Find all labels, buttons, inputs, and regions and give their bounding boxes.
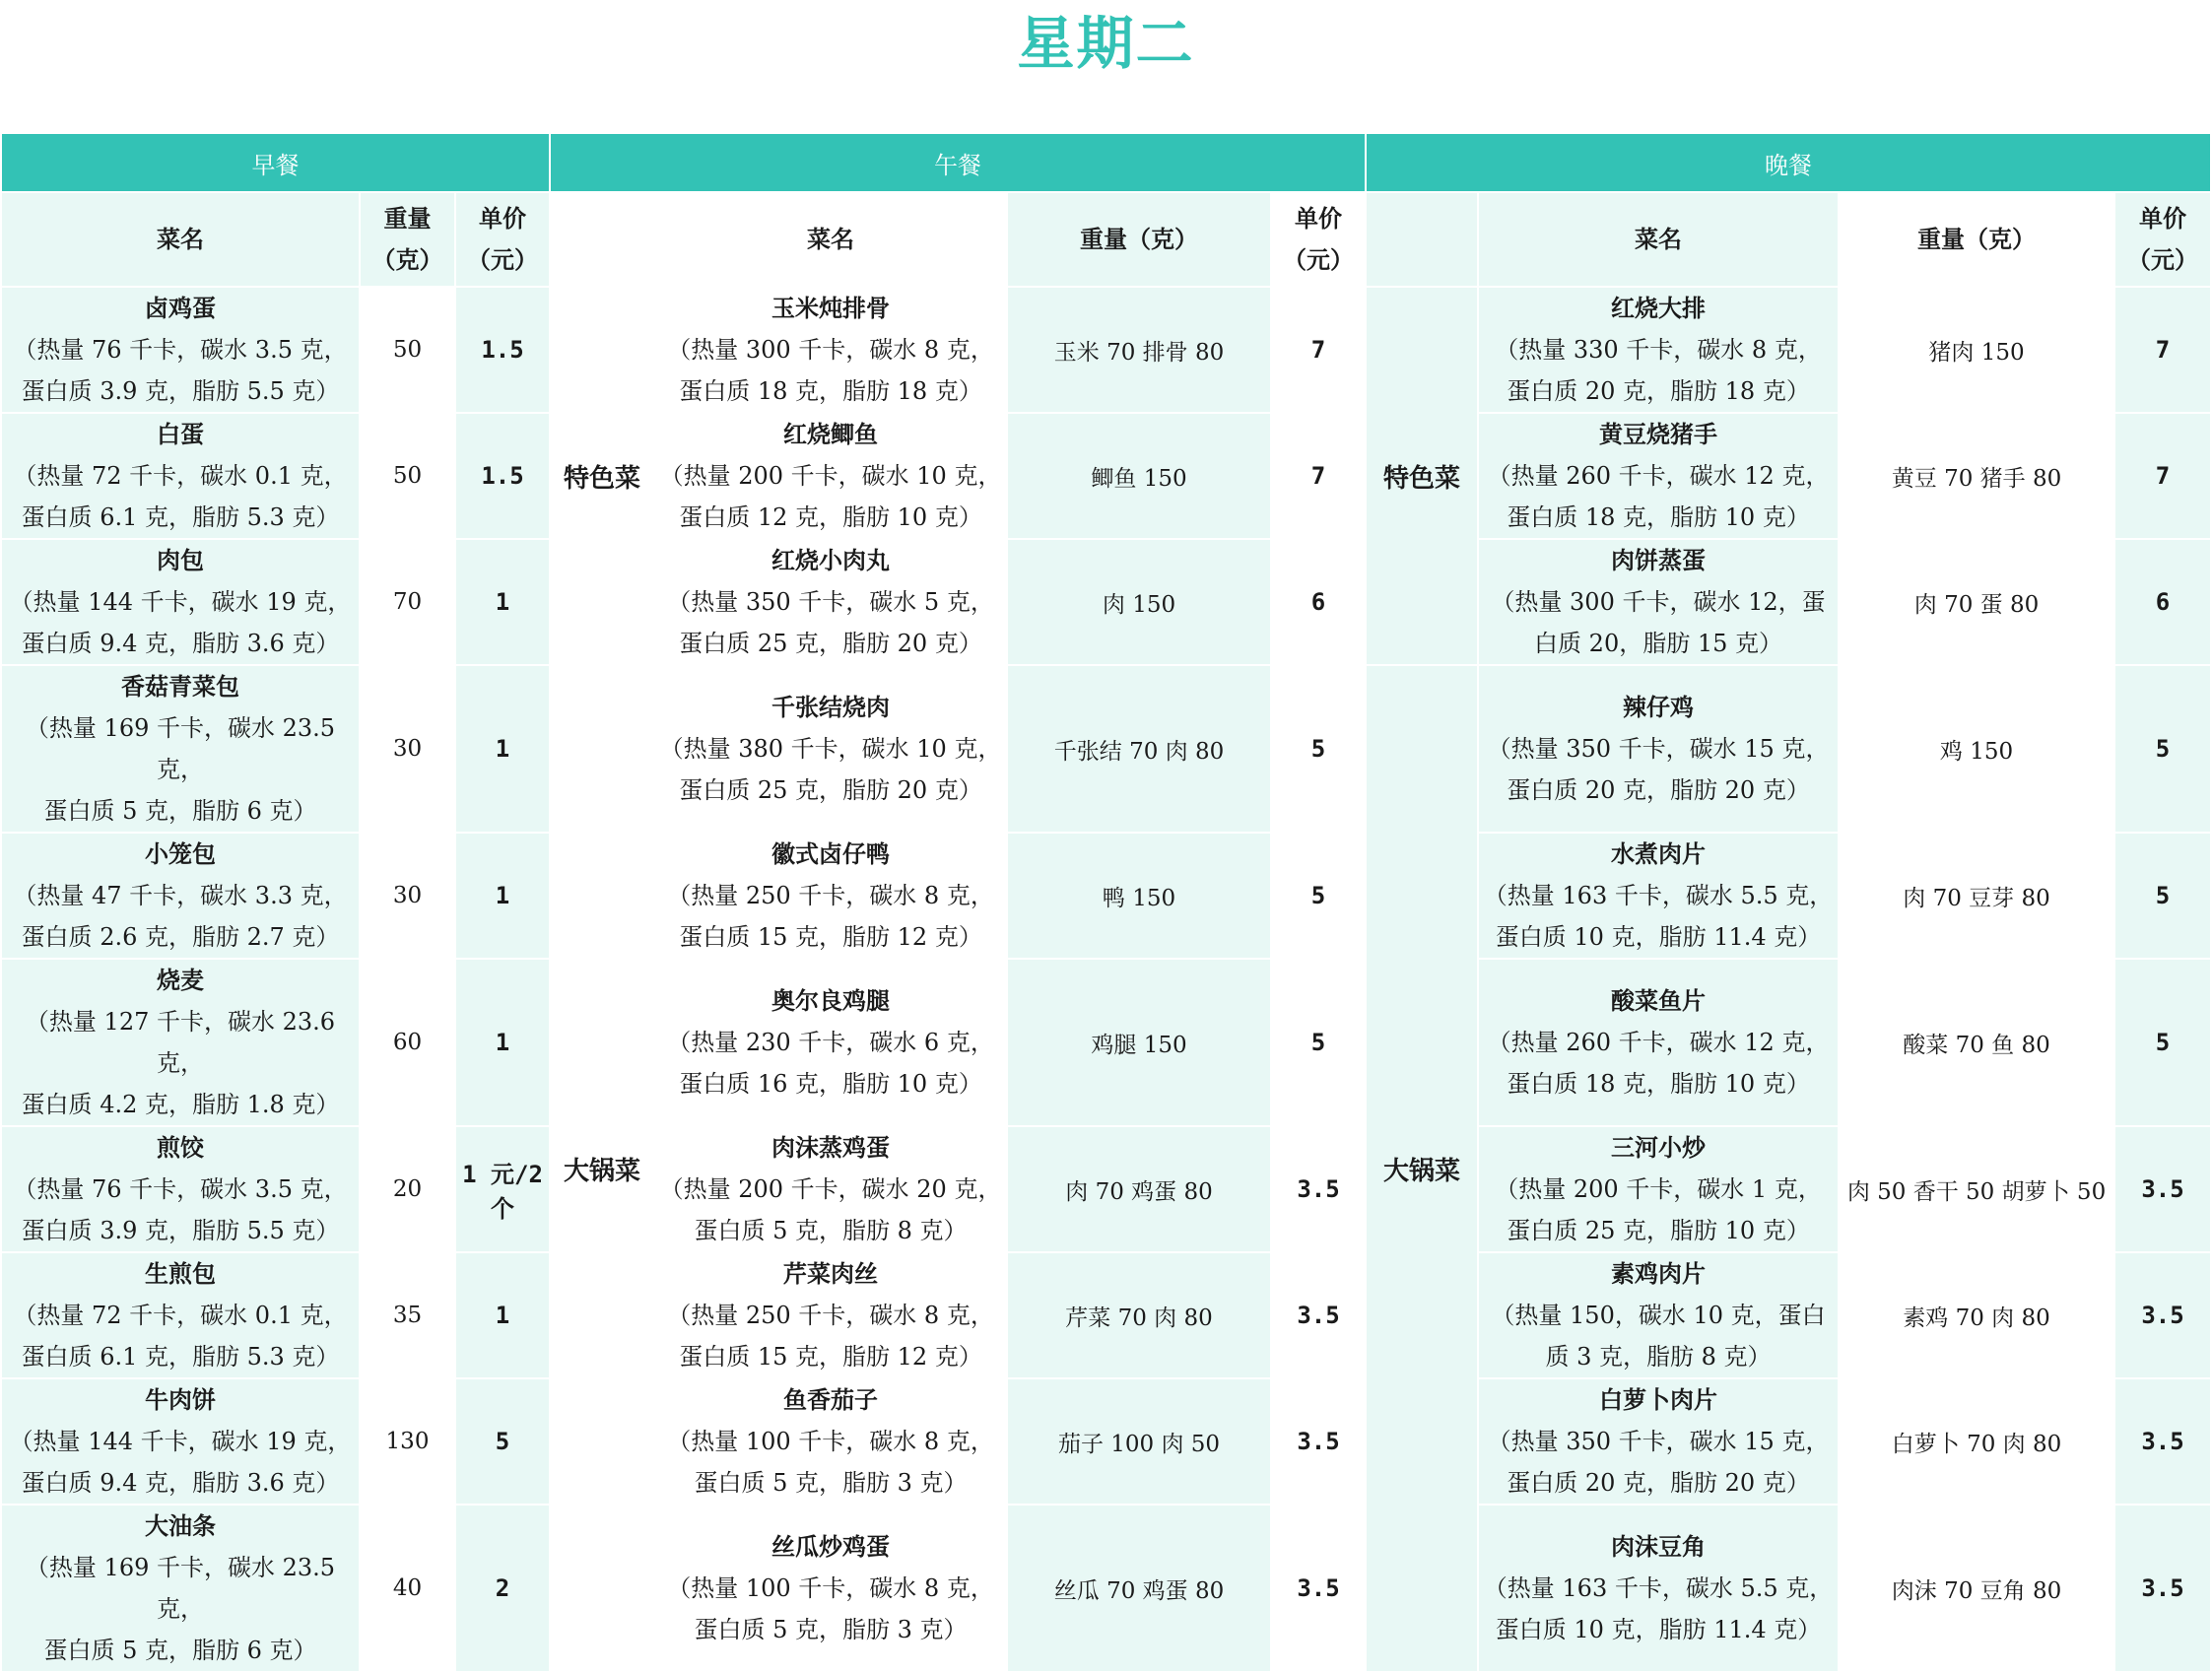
dish-name: 小笼包 xyxy=(145,839,216,868)
dish-nutrition-line: 蛋白质 3.9 克，脂肪 5.5 克） xyxy=(21,377,340,405)
lunch-name-header: 菜名 xyxy=(654,192,1007,287)
breakfast-weight: 20 xyxy=(360,1126,455,1252)
dish-nutrition-line: （热量 380 千卡，碳水 10 克， xyxy=(659,735,1002,763)
dish-name: 生煎包 xyxy=(145,1259,216,1288)
lunch-weight: 鸡腿 150 xyxy=(1007,959,1271,1126)
menu-table xyxy=(0,132,2212,1673)
breakfast-weight: 130 xyxy=(360,1378,455,1505)
dinner-weight: 酸菜 70 鱼 80 xyxy=(1839,959,2114,1126)
dish-nutrition-line: （热量 76 千卡，碳水 3.5 克， xyxy=(13,336,348,364)
lunch-section-header: 午餐 xyxy=(550,133,1366,192)
menu-row xyxy=(1,287,2211,413)
lunch-weight-header: 重量（克） xyxy=(1007,192,1271,287)
dinner-price: 5 xyxy=(2114,833,2211,959)
dinner-dish-cell xyxy=(1478,1126,1839,1252)
dinner-category-header xyxy=(1366,192,1478,287)
lunch-dish-cell xyxy=(654,959,1007,1126)
breakfast-price: 1 元/2 个 xyxy=(455,1126,550,1252)
dinner-name-header: 菜名 xyxy=(1478,192,1839,287)
lunch-price: 5 xyxy=(1271,959,1366,1126)
dish-nutrition-line: 蛋白质 6.1 克，脂肪 5.3 克） xyxy=(21,503,340,531)
dish-nutrition-line: （热量 163 千卡，碳水 5.5 克， xyxy=(1483,882,1834,909)
dish-name: 黄豆烧猪手 xyxy=(1599,420,1718,448)
dinner-price: 5 xyxy=(2114,665,2211,833)
dish-nutrition-line: （热量 76 千卡，碳水 3.5 克， xyxy=(13,1175,348,1203)
lunch-dish-cell xyxy=(654,1378,1007,1505)
dish-nutrition-line: 蛋白质 25 克，脂肪 10 克） xyxy=(1507,1217,1810,1244)
dish-nutrition-line: 蛋白质 25 克，脂肪 20 克） xyxy=(679,630,982,657)
dish-nutrition-line: 蛋白质 5 克，脂肪 6 克） xyxy=(43,1637,317,1664)
dinner-weight-header: 重量（克） xyxy=(1839,192,2114,287)
breakfast-dish-cell xyxy=(1,1252,360,1378)
dish-nutrition-line: （热量 144 千卡，碳水 19 克， xyxy=(9,1428,352,1455)
menu-row xyxy=(1,833,2211,959)
dish-nutrition-line: 蛋白质 15 克，脂肪 12 克） xyxy=(679,923,982,951)
menu-row xyxy=(1,1505,2211,1672)
dinner-dish-cell xyxy=(1478,1252,1839,1378)
dish-nutrition-line: （热量 350 千卡，碳水 15 克， xyxy=(1487,1428,1830,1455)
dish-nutrition-line: 蛋白质 9.4 克，脂肪 3.6 克） xyxy=(21,1469,340,1497)
breakfast-price: 1 xyxy=(455,539,550,665)
dish-nutrition-line: （热量 200 千卡，碳水 20 克， xyxy=(659,1175,1002,1203)
dish-nutrition-line: （热量 47 千卡，碳水 3.3 克， xyxy=(13,882,348,909)
dish-nutrition-line: （热量 163 千卡，碳水 5.5 克， xyxy=(1483,1574,1834,1602)
dinner-weight: 黄豆 70 猪手 80 xyxy=(1839,413,2114,539)
menu-row xyxy=(1,665,2211,833)
menu-row xyxy=(1,959,2211,1126)
dinner-dish-cell xyxy=(1478,1505,1839,1672)
dish-nutrition-line: 蛋白质 5 克，脂肪 3 克） xyxy=(694,1469,968,1497)
dish-name: 辣仔鸡 xyxy=(1623,693,1695,721)
lunch-category-special: 特色菜 xyxy=(550,287,654,665)
dinner-weight: 素鸡 70 肉 80 xyxy=(1839,1252,2114,1378)
dish-name: 肉沫豆角 xyxy=(1611,1532,1707,1561)
dish-nutrition-line: （热量 300 千卡，碳水 12，蛋 xyxy=(1491,588,1826,616)
dish-name: 素鸡肉片 xyxy=(1611,1259,1707,1288)
dish-name: 奥尔良鸡腿 xyxy=(771,986,891,1015)
breakfast-weight: 50 xyxy=(360,413,455,539)
dish-nutrition-line: 白质 20，脂肪 15 克） xyxy=(1534,630,1783,657)
dinner-price: 5 xyxy=(2114,959,2211,1126)
dish-name: 肉饼蒸蛋 xyxy=(1611,546,1707,574)
dish-nutrition-line: 蛋白质 20 克，脂肪 20 克） xyxy=(1507,1469,1810,1497)
lunch-dish-cell xyxy=(654,833,1007,959)
dish-nutrition-line: 蛋白质 3.9 克，脂肪 5.5 克） xyxy=(21,1217,340,1244)
dish-name: 煎饺 xyxy=(157,1133,204,1162)
dish-nutrition-line: （热量 260 千卡，碳水 12 克， xyxy=(1487,462,1830,490)
dinner-dish-cell xyxy=(1478,413,1839,539)
dish-name: 肉包 xyxy=(157,546,204,574)
dish-name: 水煮肉片 xyxy=(1611,839,1707,868)
dish-nutrition-line: 蛋白质 5 克，脂肪 6 克） xyxy=(43,797,317,825)
lunch-weight: 鲫鱼 150 xyxy=(1007,413,1271,539)
lunch-weight: 芹菜 70 肉 80 xyxy=(1007,1252,1271,1378)
dish-nutrition-line: （热量 144 千卡，碳水 19 克， xyxy=(9,588,352,616)
dinner-dish-cell xyxy=(1478,665,1839,833)
lunch-dish-cell xyxy=(654,413,1007,539)
dish-nutrition-line: （热量 350 千卡，碳水 15 克， xyxy=(1487,735,1830,763)
dish-nutrition-line: 蛋白质 15 克，脂肪 12 克） xyxy=(679,1343,982,1371)
dinner-dish-cell xyxy=(1478,959,1839,1126)
lunch-weight: 茄子 100 肉 50 xyxy=(1007,1378,1271,1505)
dish-nutrition-line: 蛋白质 18 克，脂肪 10 克） xyxy=(1507,1070,1810,1098)
dish-nutrition-line: 蛋白质 2.6 克，脂肪 2.7 克） xyxy=(21,923,340,951)
dish-nutrition-line: 蛋白质 10 克，脂肪 11.4 克） xyxy=(1495,923,1822,951)
lunch-price: 5 xyxy=(1271,665,1366,833)
dish-nutrition-line: （热量 330 千卡，碳水 8 克， xyxy=(1495,336,1822,364)
dish-nutrition-line: 蛋白质 18 克，脂肪 18 克） xyxy=(679,377,982,405)
dinner-weight: 猪肉 150 xyxy=(1839,287,2114,413)
dish-nutrition-line: 质 3 克，脂肪 8 克） xyxy=(1545,1343,1772,1371)
lunch-weight: 千张结 70 肉 80 xyxy=(1007,665,1271,833)
dish-name: 大油条 xyxy=(145,1511,216,1540)
breakfast-price: 1 xyxy=(455,1252,550,1378)
lunch-category-header xyxy=(550,192,654,287)
lunch-weight: 丝瓜 70 鸡蛋 80 xyxy=(1007,1505,1271,1672)
dish-nutrition-line: （热量 100 千卡，碳水 8 克， xyxy=(667,1428,994,1455)
dish-nutrition-line: （热量 127 千卡，碳水 23.6 克， xyxy=(25,1008,336,1077)
dish-nutrition-line: 蛋白质 9.4 克，脂肪 3.6 克） xyxy=(21,630,340,657)
dish-nutrition-line: 蛋白质 25 克，脂肪 20 克） xyxy=(679,776,982,804)
dish-nutrition-line: （热量 250 千卡，碳水 8 克， xyxy=(667,1302,994,1329)
breakfast-price: 1 xyxy=(455,833,550,959)
dinner-weight: 肉 70 豆芽 80 xyxy=(1839,833,2114,959)
dish-nutrition-line: 蛋白质 20 克，脂肪 20 克） xyxy=(1507,776,1810,804)
dish-nutrition-line: （热量 169 千卡，碳水 23.5 克， xyxy=(25,1554,336,1623)
dish-nutrition-line: （热量 150，碳水 10 克，蛋白 xyxy=(1491,1302,1826,1329)
breakfast-dish-cell xyxy=(1,959,360,1126)
breakfast-dish-cell xyxy=(1,413,360,539)
page-title: 星期二 xyxy=(1017,10,1195,77)
breakfast-price: 1 xyxy=(455,665,550,833)
dinner-price: 3.5 xyxy=(2114,1252,2211,1378)
dinner-price: 6 xyxy=(2114,539,2211,665)
dish-nutrition-line: 蛋白质 16 克，脂肪 10 克） xyxy=(679,1070,982,1098)
dish-name: 白蛋 xyxy=(157,420,204,448)
dinner-weight: 肉 70 蛋 80 xyxy=(1839,539,2114,665)
menu-row xyxy=(1,1378,2211,1505)
breakfast-weight: 60 xyxy=(360,959,455,1126)
dish-nutrition-line: 蛋白质 4.2 克，脂肪 1.8 克） xyxy=(21,1091,340,1118)
dinner-dish-cell xyxy=(1478,833,1839,959)
dish-nutrition-line: 蛋白质 12 克，脂肪 10 克） xyxy=(679,503,982,531)
lunch-weight: 肉 70 鸡蛋 80 xyxy=(1007,1126,1271,1252)
breakfast-weight: 50 xyxy=(360,287,455,413)
breakfast-price: 5 xyxy=(455,1378,550,1505)
breakfast-weight: 40 xyxy=(360,1505,455,1672)
dinner-price: 3.5 xyxy=(2114,1126,2211,1252)
breakfast-price-header: 单价 （元） xyxy=(455,192,550,287)
lunch-dish-cell xyxy=(654,1126,1007,1252)
dinner-category-pot: 大锅菜 xyxy=(1366,665,1478,1672)
lunch-price: 3.5 xyxy=(1271,1505,1366,1672)
breakfast-name-header: 菜名 xyxy=(1,192,360,287)
breakfast-dish-cell xyxy=(1,1378,360,1505)
lunch-dish-cell xyxy=(654,1252,1007,1378)
dinner-weight: 肉 50 香干 50 胡萝卜 50 xyxy=(1839,1126,2114,1252)
column-header-row xyxy=(1,192,2211,287)
breakfast-weight: 30 xyxy=(360,833,455,959)
dinner-dish-cell xyxy=(1478,539,1839,665)
dish-name: 牛肉饼 xyxy=(145,1385,216,1414)
dish-nutrition-line: （热量 169 千卡，碳水 23.5 克， xyxy=(25,714,336,783)
lunch-dish-cell xyxy=(654,1505,1007,1672)
lunch-price: 6 xyxy=(1271,539,1366,665)
lunch-price: 5 xyxy=(1271,833,1366,959)
breakfast-dish-cell xyxy=(1,1505,360,1672)
lunch-dish-cell xyxy=(654,539,1007,665)
dish-nutrition-line: 蛋白质 6.1 克，脂肪 5.3 克） xyxy=(21,1343,340,1371)
dinner-category-special: 特色菜 xyxy=(1366,287,1478,665)
menu-row xyxy=(1,413,2211,539)
dish-name: 丝瓜炒鸡蛋 xyxy=(771,1532,891,1561)
breakfast-weight: 30 xyxy=(360,665,455,833)
menu-body xyxy=(1,287,2211,1672)
breakfast-section-header: 早餐 xyxy=(1,133,550,192)
lunch-price: 3.5 xyxy=(1271,1378,1366,1505)
dish-name: 香菇青菜包 xyxy=(121,672,239,701)
dish-nutrition-line: （热量 72 千卡，碳水 0.1 克， xyxy=(13,1302,348,1329)
dinner-weight: 白萝卜 70 肉 80 xyxy=(1839,1378,2114,1505)
dish-nutrition-line: （热量 350 千卡，碳水 5 克， xyxy=(667,588,994,616)
dish-name: 芹菜肉丝 xyxy=(783,1259,879,1288)
dish-nutrition-line: （热量 200 千卡，碳水 10 克， xyxy=(659,462,1002,490)
dinner-price: 7 xyxy=(2114,287,2211,413)
lunch-price: 7 xyxy=(1271,287,1366,413)
dish-nutrition-line: 蛋白质 18 克，脂肪 10 克） xyxy=(1507,503,1810,531)
section-band xyxy=(1,133,2211,192)
dish-nutrition-line: 蛋白质 5 克，脂肪 8 克） xyxy=(694,1217,968,1244)
menu-row xyxy=(1,539,2211,665)
dish-name: 白萝卜肉片 xyxy=(1599,1385,1718,1414)
breakfast-dish-cell xyxy=(1,833,360,959)
dinner-price: 3.5 xyxy=(2114,1378,2211,1505)
dinner-weight: 鸡 150 xyxy=(1839,665,2114,833)
breakfast-weight: 70 xyxy=(360,539,455,665)
breakfast-price: 1.5 xyxy=(455,413,550,539)
dinner-weight: 肉沫 70 豆角 80 xyxy=(1839,1505,2114,1672)
dish-nutrition-line: （热量 300 千卡，碳水 8 克， xyxy=(667,336,994,364)
lunch-price: 7 xyxy=(1271,413,1366,539)
breakfast-price: 2 xyxy=(455,1505,550,1672)
dish-nutrition-line: （热量 260 千卡，碳水 12 克， xyxy=(1487,1029,1830,1056)
dinner-price: 7 xyxy=(2114,413,2211,539)
dish-name: 红烧小肉丸 xyxy=(771,546,891,574)
lunch-weight: 肉 150 xyxy=(1007,539,1271,665)
breakfast-dish-cell xyxy=(1,287,360,413)
breakfast-dish-cell xyxy=(1,1126,360,1252)
breakfast-weight: 35 xyxy=(360,1252,455,1378)
dish-nutrition-line: 蛋白质 10 克，脂肪 11.4 克） xyxy=(1495,1616,1822,1643)
lunch-price: 3.5 xyxy=(1271,1126,1366,1252)
dish-nutrition-line: 蛋白质 20 克，脂肪 18 克） xyxy=(1507,377,1810,405)
breakfast-dish-cell xyxy=(1,539,360,665)
breakfast-price: 1.5 xyxy=(455,287,550,413)
dish-nutrition-line: （热量 250 千卡，碳水 8 克， xyxy=(667,882,994,909)
dish-nutrition-line: （热量 200 千卡，碳水 1 克， xyxy=(1495,1175,1822,1203)
dish-nutrition-line: （热量 100 千卡，碳水 8 克， xyxy=(667,1574,994,1602)
dish-name: 玉米炖排骨 xyxy=(771,294,891,322)
dish-nutrition-line: （热量 230 千卡，碳水 6 克， xyxy=(667,1029,994,1056)
dinner-dish-cell xyxy=(1478,1378,1839,1505)
dish-name: 千张结烧肉 xyxy=(771,693,891,721)
dish-name: 红烧鲫鱼 xyxy=(783,420,879,448)
dish-name: 酸菜鱼片 xyxy=(1611,986,1707,1015)
breakfast-price: 1 xyxy=(455,959,550,1126)
dish-name: 烧麦 xyxy=(157,966,204,994)
breakfast-dish-cell xyxy=(1,665,360,833)
breakfast-weight-header: 重量 （克） xyxy=(360,192,455,287)
menu-row xyxy=(1,1126,2211,1252)
lunch-category-pot: 大锅菜 xyxy=(550,665,654,1672)
menu-row xyxy=(1,1252,2211,1378)
lunch-dish-cell xyxy=(654,665,1007,833)
dish-nutrition-line: （热量 72 千卡，碳水 0.1 克， xyxy=(13,462,348,490)
lunch-weight: 鸭 150 xyxy=(1007,833,1271,959)
dinner-dish-cell xyxy=(1478,287,1839,413)
dish-name: 徽式卤仔鸭 xyxy=(771,839,891,868)
dish-nutrition-line: 蛋白质 5 克，脂肪 3 克） xyxy=(694,1616,968,1643)
dish-name: 卤鸡蛋 xyxy=(145,294,216,322)
lunch-dish-cell xyxy=(654,287,1007,413)
dinner-price: 3.5 xyxy=(2114,1505,2211,1672)
lunch-price: 3.5 xyxy=(1271,1252,1366,1378)
lunch-price-header: 单价 （元） xyxy=(1271,192,1366,287)
dinner-price-header: 单价 （元） xyxy=(2114,192,2211,287)
dish-name: 肉沫蒸鸡蛋 xyxy=(771,1133,891,1162)
lunch-weight: 玉米 70 排骨 80 xyxy=(1007,287,1271,413)
dish-name: 红烧大排 xyxy=(1611,294,1707,322)
dinner-section-header: 晚餐 xyxy=(1366,133,2211,192)
dish-name: 鱼香茄子 xyxy=(783,1385,879,1414)
dish-name: 三河小炒 xyxy=(1611,1133,1707,1162)
